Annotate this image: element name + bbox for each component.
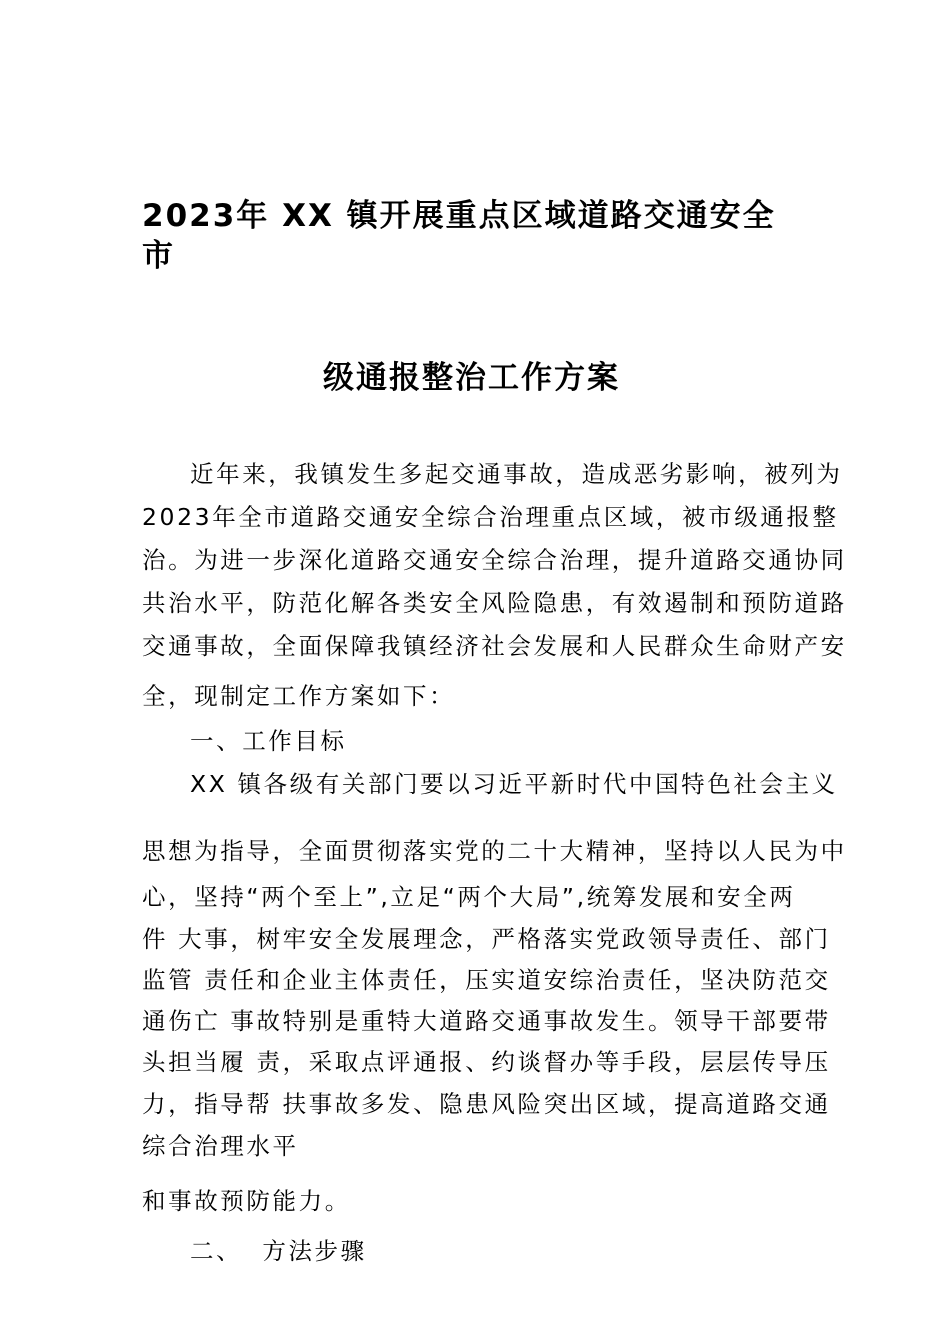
paragraph-line: 通伤亡 事故特别是重特大道路交通事故发生。领导干部要带	[142, 1007, 831, 1035]
paragraph-line: 力，指导帮 扶事故多发、隐患风险突出区域，提高道路交通	[142, 1090, 831, 1118]
paragraph-line: 交通事故，全面保障我镇经济社会发展和人民群众生命财产安	[142, 632, 847, 660]
paragraph-line: 监管 责任和企业主体责任，压实道安综治责任，坚决防范交	[142, 966, 831, 994]
paragraph-line: 2023年全市道路交通安全综合治理重点区域，被市级通报整	[142, 503, 839, 531]
paragraph-line: 头担当履 责，采取点评通报、约谈督办等手段，层层传导压	[142, 1048, 831, 1076]
paragraph-line: 思想为指导，全面贯彻落实党的二十大精神，坚持以人民为中	[142, 837, 847, 865]
paragraph-line: 共治水平，防范化解各类安全风险隐患，有效遏制和预防道路	[142, 589, 847, 617]
paragraph-line: 综合治理水平	[142, 1132, 299, 1160]
paragraph-line: 全，现制定工作方案如下：	[142, 682, 456, 710]
paragraph-line: 心，坚持“两个至上”,立足“两个大局”,统筹发展和安全两	[142, 883, 796, 911]
title-line-1-tail: 市	[142, 238, 175, 274]
section-heading-goals: 一、工作目标	[190, 727, 347, 755]
paragraph-line: 治。为进一步深化道路交通安全综合治理，提升道路交通协同	[142, 546, 847, 574]
section-heading-methods: 二、 方法步骤	[190, 1237, 367, 1265]
paragraph-line: 和事故预防能力。	[142, 1187, 351, 1215]
paragraph-line: XX 镇各级有关部门要以习近平新时代中国特色社会主义	[190, 770, 838, 798]
paragraph-line: 件 大事，树牢安全发展理念，严格落实党政领导责任、部门	[142, 925, 831, 953]
title-line-2: 级通报整治工作方案	[323, 360, 620, 396]
title-line-1: 2023年 XX 镇开展重点区域道路交通安全	[142, 198, 776, 234]
paragraph-line: 近年来，我镇发生多起交通事故，造成恶劣影响，被列为	[190, 460, 843, 488]
